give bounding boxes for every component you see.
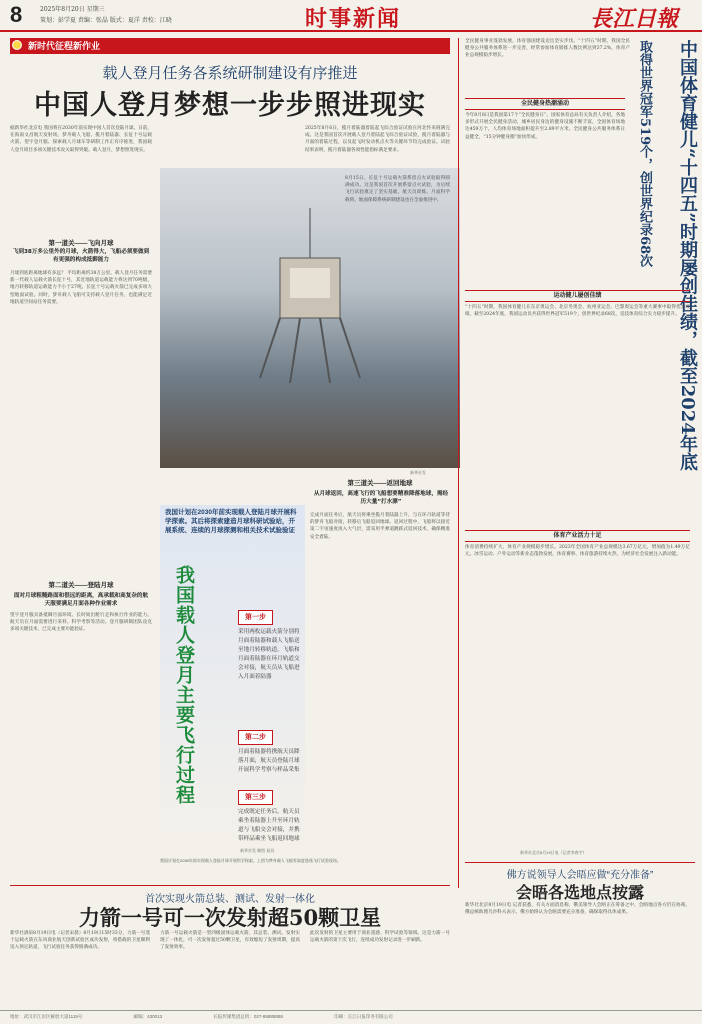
footer-phone: 长报传媒集团总机：027-85888888 [213,1014,283,1019]
body-col-1b: 月球到底距离地球有多远？ 平均距离约38万公里。载人登月任务需要新一代载人运载火箭长征十号，其近地轨道运载能力将达到70吨级，地月转移轨道运载能力不小于27吨。长征十号运载火箭已完成多项大型地面试验。同时，梦舟载人飞船可支持载人登月任务，也能满足近地轨道空间站任务需要。 [10,271,152,305]
bottom-col-1: 新华社酒泉8月19日电（记者宋晨）8月19日15时33分，力箭一号遥十运载火箭在东风商业航天创新试验区成功发射，将搭载的卫星顺利送入预定轨道，飞行试验任务获得圆满成功。 [10,931,150,951]
side-box1-text: 今年8月8日是我国第17个“全民健身日”。国家体育总局有关负责人介绍，各地多形式开展全民健身活动，城乡居民身边的健身设施不断丰富，全国体育场地达459万个，人均体育场地面积提升至2.89平方米。全民健身公共服务体系日益健全，“15分钟健身圈”加快形成。 [465,113,625,140]
side-vertical-headline: 取得世界冠军519个，创世界纪录68次 [637,40,652,268]
column-divider [458,38,459,888]
side-box2-text: “十四五”时期，我国体育健儿在东京奥运会、北京冬奥会、杭州亚运会、巴黎奥运会等重大赛事中取得优异成绩。截至2024年底，我国运动员共获得世界冠军519个，创世界纪录68次，竞技体育综合实力稳步提升。 [465,305,690,318]
step-3-text: 完成既定任务后，航天员乘坐着陆器上升至环月轨道与飞船交会对接，并携带样品乘坐飞船返回地球 [238,809,300,842]
date-line: 2025年8月20日 星期三 [40,6,105,13]
timeline-credit: 新华社发 制图 易昌 [240,848,275,853]
side-bottom-kicker: 佛方说领导人会晤应做“充分准备” [506,870,654,881]
page-footer [0,1010,702,1024]
bottom-rule [10,885,450,886]
subhead-lead-1: 飞到38万多公里外的月球，火箭得大，飞船必须要做到有更强的构成抵御能力 [12,249,150,264]
photo-caption: 我国计划在2030年前实现载人登陆月球开展科学探索。上图为梦舟载人飞船零高度逃逸飞行试验现场。 [160,858,341,863]
side-intro: 全民健身事业蓬勃发展，体育强国建设迈出坚实步伐。“十四五”时期，我国全民健身公共服务体系进一步完善，经常参加体育锻炼人数比例达到37.2%，体育产业总规模稳步增长。 [465,39,630,59]
bottom-kicker: 首次实现火箭总装、测试、发射一体化 [145,894,315,905]
section-title: 时事新闻 [305,6,402,32]
body-col-1: 据新华社北京电 我国将在2030年前实现中国人首次登陆月球。日前，在海南文昌航天发射场，梦舟载人飞船、揽月着陆器、长征十号运载火箭、望宇登月服、探索载人月球车等研制工作正有序推进，我国载人登月项目多项关键技术攻关取得突破。载人登月，梦想照进现实。 [10,126,152,153]
bottom-title: 力箭一号可一次发射超50颗卫星 [78,905,382,930]
step-1-label: 第一步 [238,610,273,625]
band-label: 新时代征程新作业 [28,41,101,51]
subhead-lead-3: 从月球返回，高速飞行的飞船想要精准降落地球，需经历大量“打水漂” [313,491,449,506]
party-emblem-icon [12,40,22,50]
masthead [0,0,702,32]
body-col-2c: 完成月面任务后，航天员将乘坐揽月着陆器上升，与在环月轨道等待的梦舟飞船对接，转移后飞船返回地球。返回过程中，飞船将以接近第二宇宙速度再入大气层，需采用半弹道跳跃式返回技术，确保精准安全着陆。 [310,513,450,540]
side-box1-title: 全民健身热潮涌动 [465,98,625,110]
column-band [10,38,450,54]
side-box2-title: 运动健儿屡创佳绩 [465,290,690,302]
plan-text: 我国计划在2030年前实现载人登陆月球开展科学探索。其后将探索建造月球科研试验站，开展系统、连续的月球探测和相关技术试验验证 [165,509,297,534]
page-number: 8 [10,2,23,27]
step-1-text: 采用两枚运载火箭分别将月面着陆器和载人飞船送至地月转移轨道，飞船和月面着陆器在环月轨道交会对接，航天员从飞船进入月面着陆器 [238,629,300,680]
article-title: 中国人登月梦想一步步照进现实 [34,90,426,121]
step-2-text: 月面着陆器将携航天员降落月面，航天员登陆月球开展科学考察与样品采集 [238,749,300,773]
side-bottom-title: 会晤各选地点按露 [515,883,644,902]
side-credit: 新华社北京8月19日电（记者李春宇） [520,850,587,855]
subhead-3: 第三道关——返回地球 [347,480,413,487]
body-col-2b: 8月15日，长征十号运载火箭系留点火试验取得圆满成功。这是我国首次开展系留点火试验，为后续飞行试验奠定了坚实基础。航天员训练、月面科学载荷、地面保障系统研制建设也在全面推进中。 [345,176,450,203]
photo-credit: 新华社发 [410,470,426,475]
step-3-label: 第三步 [238,790,273,805]
body-col-2: 2025年8月6日，揽月着陆器着陆起飞综合验证试验在河北怀来圆满完成。这是我国首次开展载人登月着陆起飞综合验证试验，揽月着陆器与月面的着陆过程，以及起飞时发动机点火等关键环节均完成验证。试验结果表明，揽月着陆器各项性能指标满足要求。 [305,126,450,153]
subhead-2: 第二道关——登陆月球 [48,582,114,589]
side-box3-text: 体育消费持续扩大，体育产业规模稳步增长。2023年全国体育产业总规模达3.67万亿元，增加值为1.49万亿元。冰雪运动、户外运动等新业态蓬勃发展，体育赛事、体育旅游持续火热，为经济社会发展注入新动能。 [465,545,690,558]
side-bottom-text: 新华社北京8月19日电 记者获悉，有关方面消息称，俄美领导人会晤正在筹备之中，会晤地点各方仍在协商。俄总统助理乌沙科夫表示，俄方始终认为会晤需要充分准备，确保取得具体成果。 [465,903,690,916]
article-kicker: 载人登月任务各系统研制建设有序推进 [102,65,358,82]
step-2-label: 第二步 [238,730,273,745]
footer-address: 地址：武汉市江岸区解放大道1115号 [10,1014,83,1019]
side-vertical-title: 中国体育健儿“十四五”时期屡创佳绩，截至2024年底 [677,40,698,471]
footer-postcode: 邮编：430013 [133,1014,163,1019]
bottom-col-2: 力箭一号运载火箭是一型四级固体运载火箭，其总装、测试、发射实现了一体化，可一次发射超过50颗卫星，有效缩短了发射周期，提高了发射效率。 [160,931,300,951]
paper-logo: 長江日報 [590,6,679,32]
side-box3-title: 体育产业活力十足 [465,530,690,542]
subhead-1: 第一道关——飞向月球 [48,240,114,247]
bottom-col-3: 此次发射的卫星主要用于商业遥感、科学试验等领域。这是力箭一号运载火箭的第十次飞行，连续成功发射记录进一步刷新。 [310,931,450,944]
side-rule [465,862,695,863]
editors-line: 策划：彭学夏 责编：张晶 版式：夏洋 责校：江晓 [40,17,172,24]
body-col-1c: 望宇登月服具备抵御月面环境、长时间出舱行走和执行作业的能力。航天员在月面需要进行采样、科学考察等活动。登月服研制团队攻克多项关键技术，已完成主要功能验证。 [10,613,152,633]
subhead-lead-2: 面对月球粗糙路面和很远的距离，高承载和高复杂的航天服要满足月面各种作业需求 [13,593,149,608]
footer-printer: 印刷：长江日报印务有限公司 [334,1014,393,1019]
vertical-title: 我国载人登月主要飞行过程 [173,565,195,805]
